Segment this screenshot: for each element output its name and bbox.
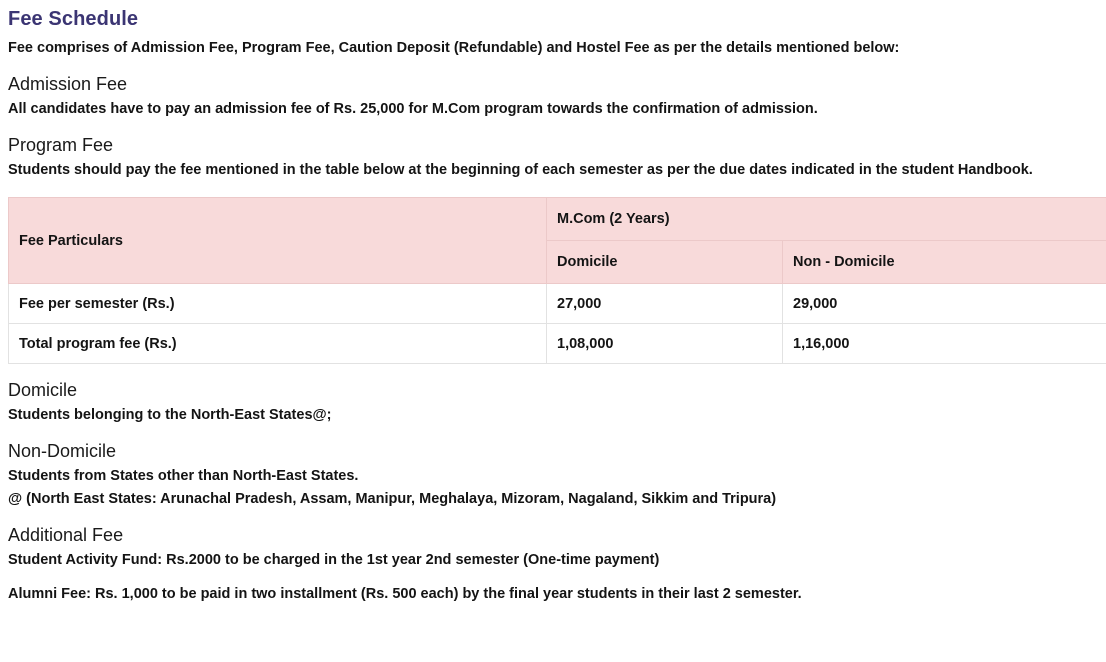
admission-fee-paragraph: All candidates have to pay an admission fee of Rs. 25,000 for M.Com program towards the confirmation of admission.	[8, 101, 818, 117]
table-header-row-primary	[9, 198, 1106, 241]
intro-paragraph: Fee comprises of Admission Fee, Program Fee, Caution Deposit (Refundable) and Hostel Fee as per the details mentioned below:	[8, 40, 900, 56]
column-header-program: M.Com (2 Years)	[547, 198, 1106, 241]
column-header-fee-particulars: Fee Particulars	[9, 198, 547, 284]
section-heading-additional-fee: Additional Fee	[8, 525, 124, 545]
cell-fee-per-semester-domicile: 27,000	[547, 284, 783, 324]
fee-table-container	[8, 197, 1106, 364]
non-domicile-paragraph: Students from States other than North-East States.	[8, 468, 359, 484]
table-row	[9, 284, 1106, 324]
table-body	[9, 284, 1106, 364]
column-header-non-domicile: Non - Domicile	[783, 241, 1106, 284]
section-heading-admission-fee: Admission Fee	[8, 74, 128, 94]
row-label-total-program-fee: Total program fee (Rs.)	[9, 324, 547, 364]
cell-total-program-fee-domicile: 1,08,000	[547, 324, 783, 364]
cell-fee-per-semester-non-domicile: 29,000	[783, 284, 1106, 324]
table-row	[9, 324, 1106, 364]
page-title: Fee Schedule	[8, 8, 139, 30]
section-heading-domicile: Domicile	[8, 380, 78, 400]
cell-total-program-fee-non-domicile: 1,16,000	[783, 324, 1106, 364]
north-east-states-footnote: @ (North East States: Arunachal Pradesh, Assam, Manipur, Meghalaya, Mizoram, Nagaland, Sikkim and Tripura)	[8, 491, 777, 507]
section-heading-program-fee: Program Fee	[8, 135, 114, 155]
program-fee-table	[8, 197, 1106, 364]
section-heading-non-domicile: Non-Domicile	[8, 441, 117, 461]
domicile-paragraph: Students belonging to the North-East States@;	[8, 407, 332, 423]
column-header-domicile: Domicile	[547, 241, 783, 284]
alumni-fee-paragraph: Alumni Fee: Rs. 1,000 to be paid in two installment (Rs. 500 each) by the final year students in their last 2 semester.	[8, 586, 802, 602]
student-activity-fund-paragraph: Student Activity Fund: Rs.2000 to be charged in the 1st year 2nd semester (One-time payment)	[8, 552, 660, 568]
row-label-fee-per-semester: Fee per semester (Rs.)	[9, 284, 547, 324]
program-fee-paragraph: Students should pay the fee mentioned in the table below at the beginning of each semester as per the due dates indicated in the student Handbook.	[8, 162, 1033, 178]
table-header	[9, 198, 1106, 284]
